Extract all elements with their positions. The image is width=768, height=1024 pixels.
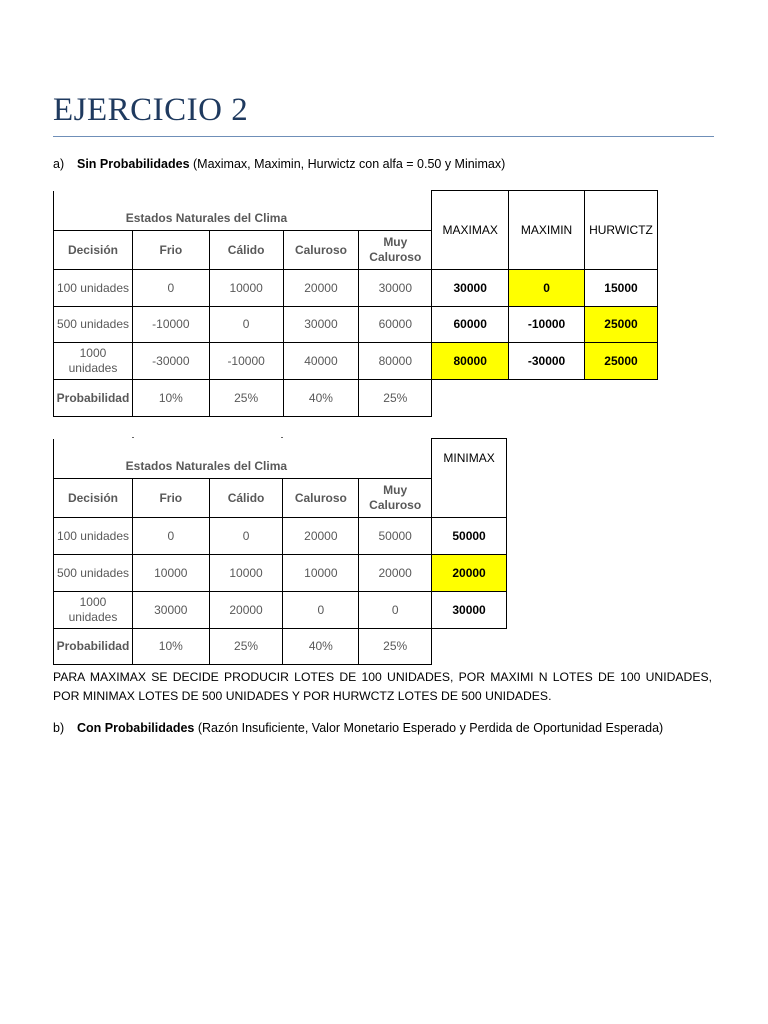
probability-cell: 25% xyxy=(359,629,432,665)
state-header: Caluroso xyxy=(283,231,359,270)
conclusion-text: PARA MAXIMAX SE DECIDE PRODUCIR LOTES DE 100 UNIDADES, POR MAXIMI N LOTES DE 100 UNIDADES, POR MINIMAX LOTES DE 500 UNIDADES Y POR HURWCTZ LOTES DE 500 UNIDADES. xyxy=(53,670,712,703)
payoff-cell: 30000 xyxy=(359,270,432,307)
payoff-cell: 30000 xyxy=(283,307,359,343)
group-header: Estados Naturales del Clima xyxy=(54,439,359,479)
state-header: Frio xyxy=(132,479,209,518)
regret-cell: 0 xyxy=(359,592,432,629)
group-header: Estados Naturales del Clima xyxy=(54,191,359,231)
maximax-cell: 30000 xyxy=(432,270,509,307)
regret-cell: 10000 xyxy=(283,555,359,592)
section-a-rest: (Maximax, Maximin, Hurwictz con alfa = 0.50 y Minimax) xyxy=(189,157,506,171)
regret-cell: 0 xyxy=(209,518,283,555)
decision-header: Decisión xyxy=(54,231,133,270)
regret-cell: 20000 xyxy=(359,555,432,592)
payoff-cell: 10000 xyxy=(209,270,283,307)
state-header: Cálido xyxy=(209,479,283,518)
regret-cell: 0 xyxy=(283,592,359,629)
maximin-cell: -10000 xyxy=(509,307,585,343)
criterion-header-hurwictz: HURWICTZ xyxy=(584,191,657,270)
maximax-cell-selected: 80000 xyxy=(432,343,509,380)
hurwictz-cell: 15000 xyxy=(584,270,657,307)
regret-cell: 0 xyxy=(132,518,209,555)
minimax-cell: 50000 xyxy=(432,518,507,555)
regret-cell: 10000 xyxy=(209,555,283,592)
probability-cell: 10% xyxy=(132,629,209,665)
section-a-label: a) xyxy=(53,157,65,171)
maximin-cell-selected: 0 xyxy=(509,270,585,307)
decision-label: 100 unidades xyxy=(54,518,133,555)
decision-label: 1000 unidades xyxy=(54,592,133,629)
payoff-cell: 0 xyxy=(132,270,209,307)
payoff-cell: -10000 xyxy=(132,307,209,343)
title-divider xyxy=(53,136,714,137)
section-b-rest: (Razón Insuficiente, Valor Monetario Esperado y Perdida de Oportunidad Esperada) xyxy=(194,721,664,735)
payoff-table xyxy=(53,190,658,417)
probability-cell: 25% xyxy=(359,380,432,417)
empty-area xyxy=(432,380,658,417)
hurwictz-cell-selected: 25000 xyxy=(584,343,657,380)
hurwictz-cell-selected: 25000 xyxy=(584,307,657,343)
regret-cell: 20000 xyxy=(209,592,283,629)
section-b-bold: Con Probabilidades xyxy=(77,721,195,735)
state-header: Muy Caluroso xyxy=(359,231,432,270)
regret-cell: 30000 xyxy=(132,592,209,629)
criterion-header-maximax: MAXIMAX xyxy=(432,191,509,270)
decision-label: 500 unidades xyxy=(54,307,133,343)
regret-cell: 20000 xyxy=(283,518,359,555)
payoff-cell: 0 xyxy=(209,307,283,343)
payoff-cell: -10000 xyxy=(209,343,283,380)
group-header-blank xyxy=(359,191,432,231)
probability-cell: 10% xyxy=(132,380,209,417)
empty-area xyxy=(432,629,507,665)
decision-label: 100 unidades xyxy=(54,270,133,307)
state-header: Frio xyxy=(132,231,209,270)
section-b-label: b) xyxy=(53,721,65,735)
state-header: Cálido xyxy=(209,231,283,270)
decision-label: 1000 unidades xyxy=(54,343,133,380)
minimax-cell-selected: 20000 xyxy=(432,555,507,592)
decision-label: 500 unidades xyxy=(54,555,133,592)
regret-cell: 10000 xyxy=(132,555,209,592)
decision-header: Decisión xyxy=(54,479,133,518)
section-a-bold: Sin Probabilidades xyxy=(77,157,190,171)
payoff-cell: 80000 xyxy=(359,343,432,380)
state-header: Caluroso xyxy=(283,479,359,518)
probability-label: Probabilidad xyxy=(54,629,133,665)
page-title: EJERCICIO 2 xyxy=(53,92,249,128)
probability-cell: 25% xyxy=(209,629,283,665)
probability-cell: 25% xyxy=(209,380,283,417)
regret-table xyxy=(53,438,507,665)
section-b-heading xyxy=(53,721,663,735)
payoff-cell: 20000 xyxy=(283,270,359,307)
group-header-blank xyxy=(359,439,432,479)
criterion-header-minimax: MINIMAX xyxy=(432,439,507,518)
probability-cell: 40% xyxy=(283,629,359,665)
probability-cell: 40% xyxy=(283,380,359,417)
minimax-cell: 30000 xyxy=(432,592,507,629)
section-a-heading xyxy=(53,157,505,171)
state-header: Muy Caluroso xyxy=(359,479,432,518)
regret-cell: 50000 xyxy=(359,518,432,555)
criterion-header-maximin: MAXIMIN xyxy=(509,191,585,270)
maximin-cell: -30000 xyxy=(509,343,585,380)
payoff-cell: 40000 xyxy=(283,343,359,380)
payoff-cell: 60000 xyxy=(359,307,432,343)
payoff-cell: -30000 xyxy=(132,343,209,380)
maximax-cell: 60000 xyxy=(432,307,509,343)
probability-label: Probabilidad xyxy=(54,380,133,417)
